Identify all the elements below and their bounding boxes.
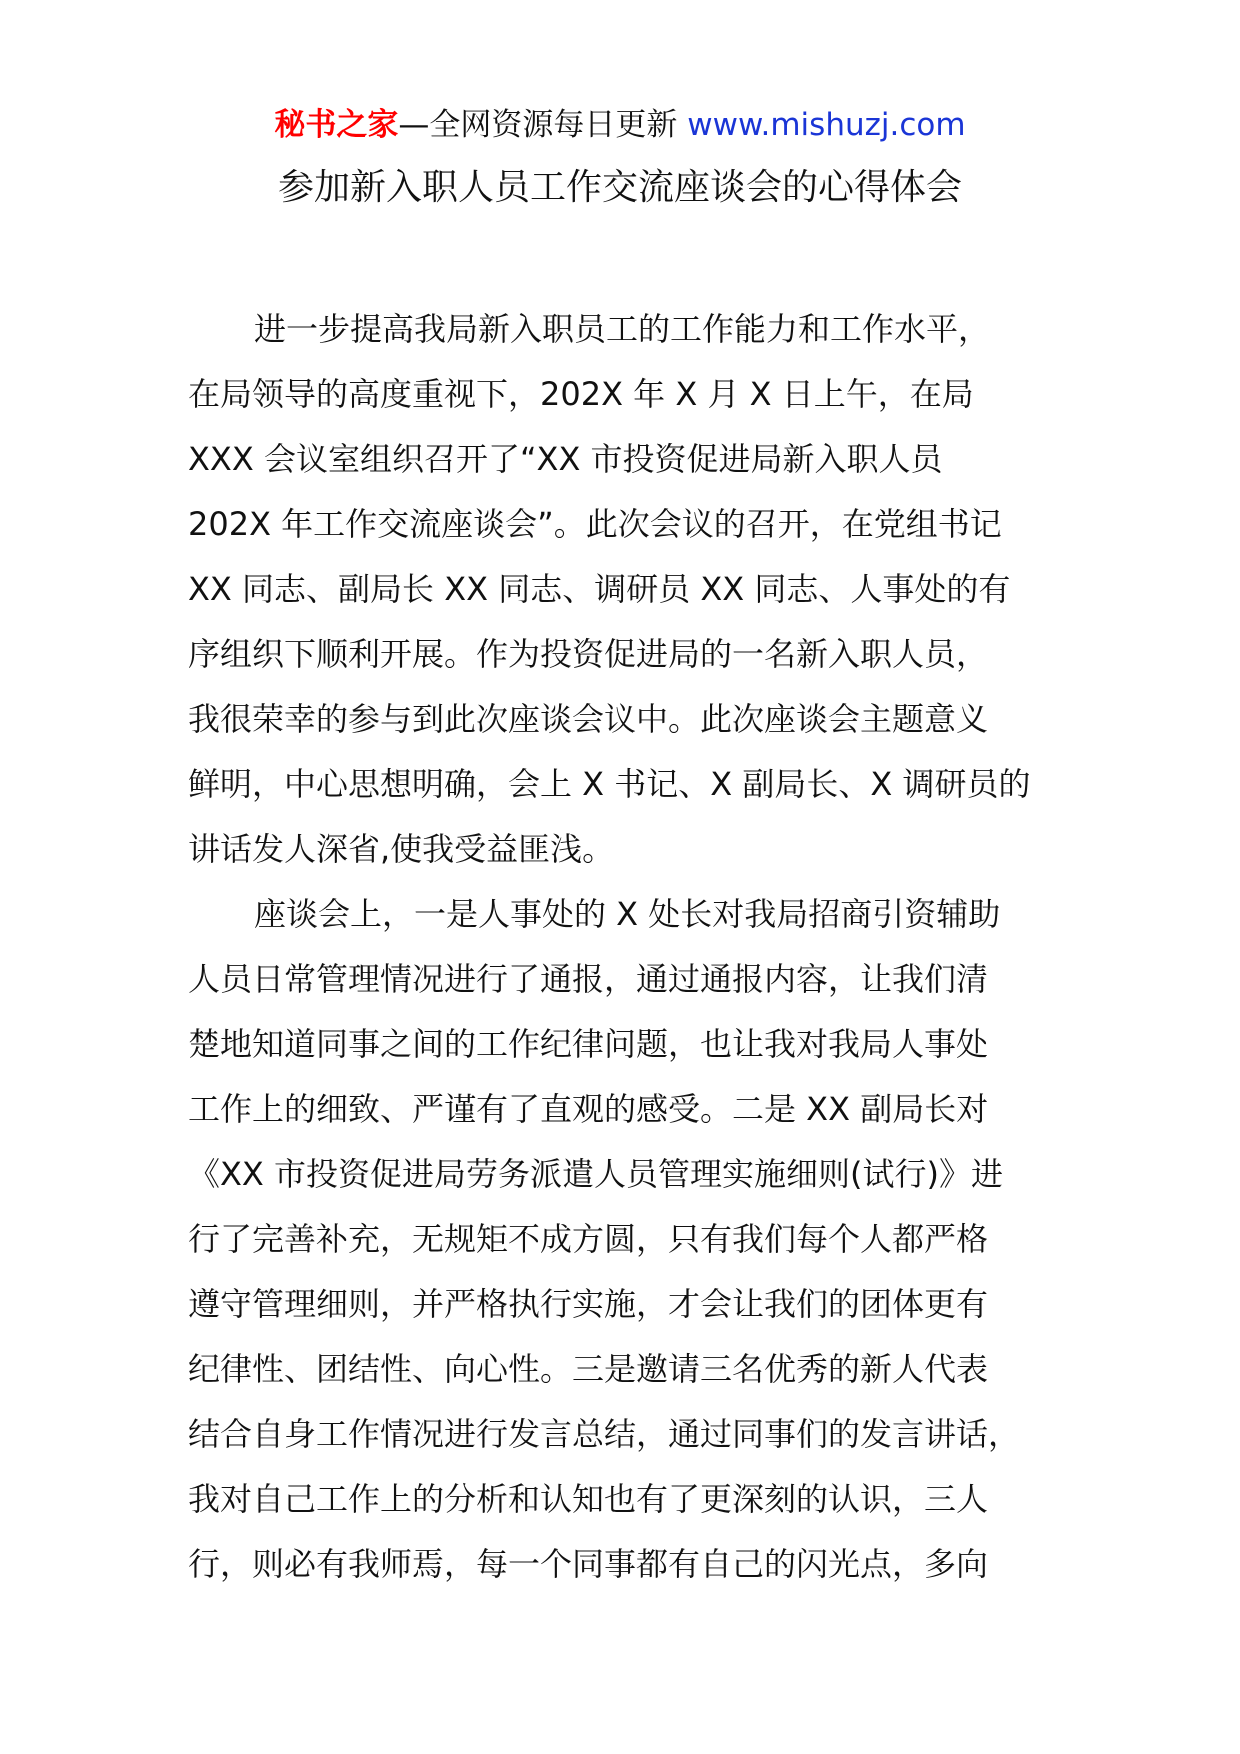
body-line: 座谈会上，一是人事处的 X 处长对我局招商引资辅助: [254, 895, 1001, 933]
body-line: 人员日常管理情况进行了通报，通过通报内容，让我们清: [188, 960, 989, 998]
site-url-link[interactable]: www.mishuzj.com: [687, 107, 966, 143]
site-header: [0, 102, 1240, 148]
body-line: XXX 会议室组织召开了“XX 市投资促进局新入职人员: [188, 440, 943, 478]
body-line: 行，则必有我师焉，每一个同事都有自己的闪光点，多向: [188, 1545, 989, 1583]
body-line: 202X 年工作交流座谈会”。此次会议的召开，在党组书记: [188, 505, 1002, 543]
body-line: XX 同志、副局长 XX 同志、调研员 XX 同志、人事处的有: [188, 570, 1011, 608]
body-line: 工作上的细致、严谨有了直观的感受。二是 XX 副局长对: [188, 1090, 989, 1128]
document-title: 参加新入职人员工作交流座谈会的心得体会: [277, 167, 962, 208]
body-line: 我很荣幸的参与到此次座谈会议中。此次座谈会主题意义: [188, 700, 989, 738]
body-line: 序组织下顺利开展。作为投资促进局的一名新入职人员，: [188, 635, 989, 673]
body-line: 楚地知道同事之间的工作纪律问题，也让我对我局人事处: [188, 1025, 989, 1063]
body-line: 行了完善补充，无规矩不成方圆，只有我们每个人都严格: [188, 1220, 989, 1258]
site-brand: 秘书之家: [274, 107, 399, 143]
body-line: 鲜明，中心思想明确，会上 X 书记、X 副局长、X 调研员的: [188, 765, 1031, 803]
body-line: 遵守管理细则，并严格执行实施，才会让我们的团体更有: [188, 1285, 989, 1323]
body-line: 《XX 市投资促进局劳务派遣人员管理实施细则(试行)》进: [188, 1155, 1003, 1193]
body-line: 在局领导的高度重视下，202X 年 X 月 X 日上午，在局: [188, 375, 974, 413]
document-body: [188, 297, 1068, 1597]
body-line: 我对自己工作上的分析和认知也有了更深刻的认识，三人: [188, 1480, 989, 1518]
body-line: 讲话发人深省,使我受益匪浅。: [188, 830, 615, 868]
site-tagline: —全网资源每日更新: [398, 107, 688, 143]
body-line: 进一步提高我局新入职员工的工作能力和工作水平，: [254, 310, 991, 348]
body-line: 结合自身工作情况进行发言总结，通过同事们的发言讲话，: [188, 1415, 1021, 1453]
body-line: 纪律性、团结性、向心性。三是邀请三名优秀的新人代表: [188, 1350, 989, 1388]
